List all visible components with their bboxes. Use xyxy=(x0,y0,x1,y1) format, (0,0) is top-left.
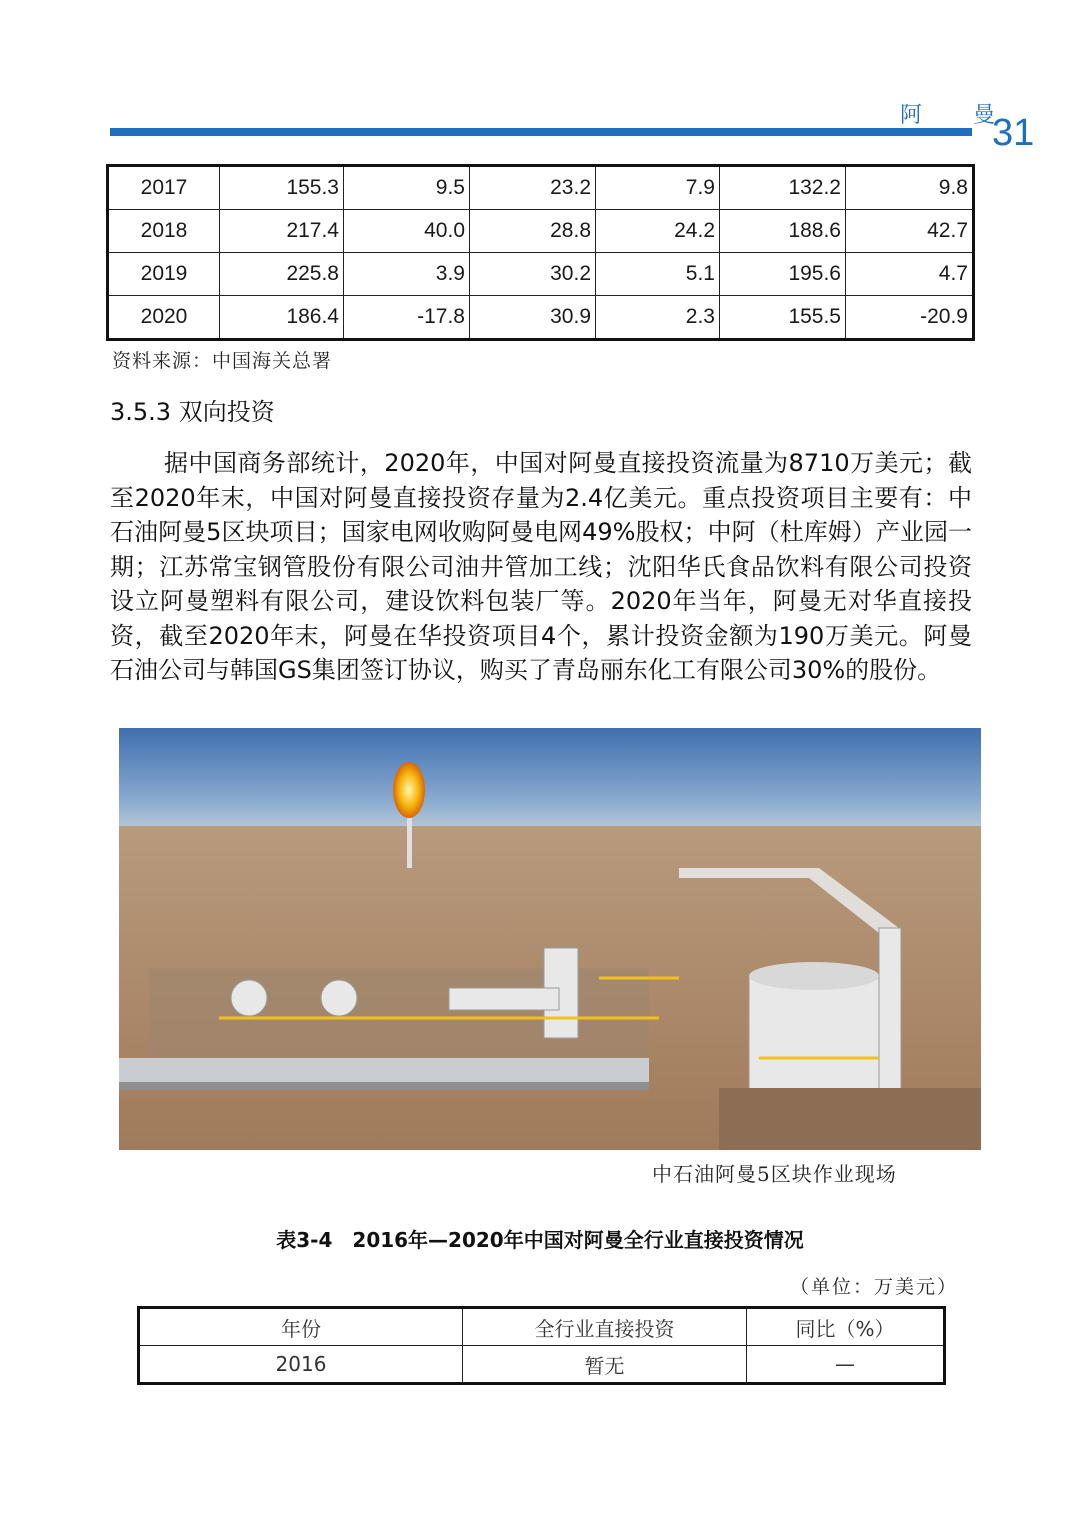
table-cell: 23.2 xyxy=(470,166,596,210)
trade-table xyxy=(106,164,975,341)
page-number: 31 xyxy=(992,112,1035,154)
header-section-title: 阿 曼 xyxy=(900,103,1017,128)
column-header: 同比（%） xyxy=(747,1308,945,1346)
invest-table xyxy=(137,1306,946,1385)
table-cell: 186.4 xyxy=(220,296,344,340)
unit-note: （单位：万美元） xyxy=(790,1276,959,1298)
table-cell: 暂无 xyxy=(463,1346,747,1384)
table-row xyxy=(108,210,974,253)
table-cell: 28.8 xyxy=(470,210,596,253)
table-cell: — xyxy=(747,1346,945,1384)
column-header: 全行业直接投资 xyxy=(463,1308,747,1346)
header-rule xyxy=(110,128,972,136)
table-cell: 225.8 xyxy=(220,253,344,296)
table-cell: 40.0 xyxy=(344,210,470,253)
table-cell: 9.5 xyxy=(344,166,470,210)
table-cell: 217.4 xyxy=(220,210,344,253)
column-header: 年份 xyxy=(139,1308,463,1346)
table-header-row xyxy=(139,1308,945,1346)
table-cell: -20.9 xyxy=(846,296,974,340)
table-cell: 9.8 xyxy=(846,166,974,210)
table-row xyxy=(108,296,974,340)
table-cell: 2020 xyxy=(108,296,220,340)
section-paragraph: 据中国商务部统计，2020年，中国对阿曼直接投资流量为8710万美元；截至2020年末，中国对阿曼直接投资存量为2.4亿美元。重点投资项目主要有：中石油阿曼5区块项目；国家电网收购阿曼电网49%股权；中阿（杜库姆）产业园一期；江苏常宝钢管股份有限公司油井管加工线；沈阳华氏食品饮料有限公司投资设立阿曼塑料有限公司，建设饮料包装厂等。2020年当年，阿曼无对华直接投资，截至2020年末，阿曼在华投资项目4个，累计投资金额为190万美元。阿曼石油公司与韩国GS集团签订协议，购买了青岛丽东化工有限公司30%的股份。 xyxy=(110,449,972,684)
table-row xyxy=(108,253,974,296)
section-heading: 3.5.3 双向投资 xyxy=(110,398,275,426)
table-cell: 3.9 xyxy=(344,253,470,296)
table-cell: 2018 xyxy=(108,210,220,253)
table-row xyxy=(108,166,974,210)
photo-caption: 中石油阿曼5区块作业现场 xyxy=(652,1162,897,1186)
table-cell: 2019 xyxy=(108,253,220,296)
table-row xyxy=(139,1346,945,1384)
invest-table-title: 表3-4 2016年—2020年中国对阿曼全行业直接投资情况 xyxy=(276,1228,804,1252)
table-cell: 155.5 xyxy=(720,296,846,340)
oilfield-photo xyxy=(119,728,981,1150)
table-cell: 30.2 xyxy=(470,253,596,296)
table-cell: 2017 xyxy=(108,166,220,210)
table-cell: -17.8 xyxy=(344,296,470,340)
table-cell: 195.6 xyxy=(720,253,846,296)
table-cell: 5.1 xyxy=(596,253,720,296)
table-cell: 188.6 xyxy=(720,210,846,253)
table-cell: 2016 xyxy=(139,1346,463,1384)
table-cell: 4.7 xyxy=(846,253,974,296)
table-cell: 132.2 xyxy=(720,166,846,210)
table-source-note: 资料来源：中国海关总署 xyxy=(112,350,333,372)
table-cell: 7.9 xyxy=(596,166,720,210)
table-cell: 2.3 xyxy=(596,296,720,340)
table-cell: 30.9 xyxy=(470,296,596,340)
table-cell: 24.2 xyxy=(596,210,720,253)
table-cell: 42.7 xyxy=(846,210,974,253)
table-cell: 155.3 xyxy=(220,166,344,210)
